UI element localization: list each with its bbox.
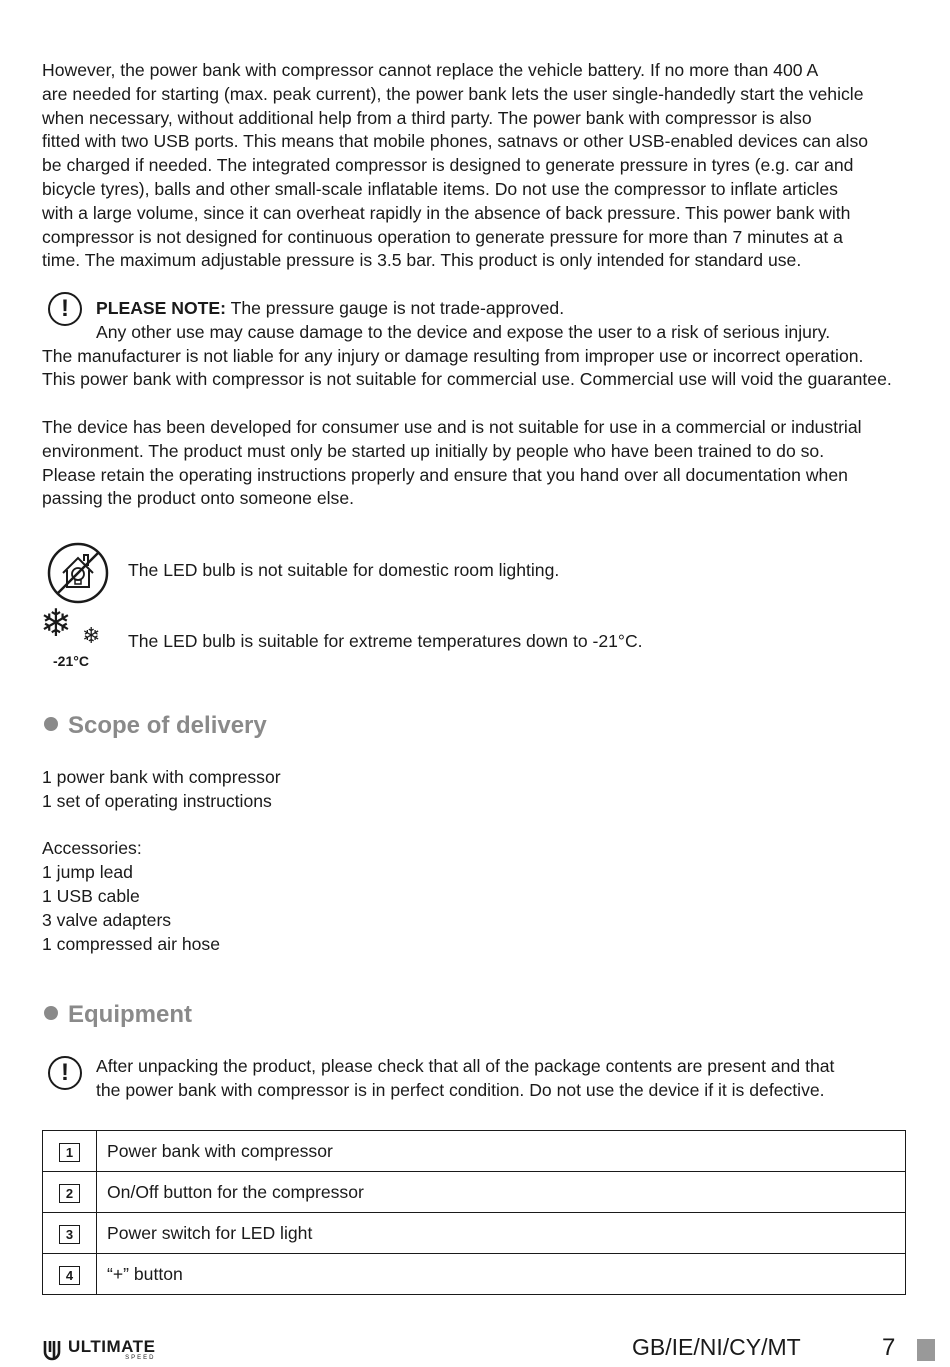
text-line: 1 set of operating instructions (42, 790, 272, 811)
item-description: Power bank with compressor (97, 1131, 906, 1172)
table-row (43, 1254, 906, 1295)
text-line: This power bank with compressor is not suitable for commercial use. Commercial use will void the guarantee. (42, 369, 892, 390)
temperature-label: -21°C (53, 653, 89, 669)
note-label: PLEASE NOTE: (96, 298, 227, 318)
warning-icon: ! (48, 292, 82, 326)
item-description: Power switch for LED light (97, 1213, 906, 1254)
text-line: 1 USB cable (42, 885, 140, 906)
note-text: Any other use may cause damage to the device and expose the user to a risk of serious injury. (96, 321, 831, 342)
bullet-icon (44, 1006, 58, 1020)
text-line: 3 valve adapters (42, 909, 172, 930)
led-extreme-text: The LED bulb is suitable for extreme temperatures down to -21°C. (128, 631, 643, 651)
warning-icon: ! (48, 1056, 82, 1090)
accessories-label: Accessories: (42, 838, 142, 859)
text-line: The manufacturer is not liable for any injury or damage resulting from improper use or incorrect operation. (42, 345, 864, 366)
no-domestic-lighting-icon (46, 541, 110, 605)
table-row (43, 1213, 906, 1254)
led-not-domestic-text: The LED bulb is not suitable for domestic room lighting. (128, 560, 560, 580)
bullet-icon (44, 717, 58, 731)
text-line: the power bank with compressor is in perfect condition. Do not use the device if it is defective. (96, 1079, 825, 1100)
text-line: 1 power bank with compressor (42, 767, 281, 787)
text-line: fitted with two USB ports. This means that mobile phones, satnavs or other USB-enabled devices can also (42, 131, 869, 152)
table-row (43, 1131, 906, 1172)
text-line: are needed for starting (max. peak current), the power bank lets the user single-handedly start the vehicle (42, 83, 864, 104)
text-line: compressor is not designed for continuous operation to generate pressure for more than 7 minutes at a (42, 226, 843, 247)
text-line: passing the product onto someone else. (42, 488, 355, 509)
text-line: 1 jump lead (42, 862, 133, 883)
ultimate-logo-icon (42, 1339, 62, 1361)
note-paragraph (42, 297, 892, 392)
note-text: The pressure gauge is not trade-approved. (226, 298, 565, 318)
scope-list (42, 766, 281, 956)
text-line: when necessary, without additional help from a third party. The power bank with compressor is also (42, 107, 812, 128)
country-codes: GB/IE/NI/CY/MT (632, 1334, 801, 1360)
page-tab-marker (917, 1339, 935, 1361)
consumer-paragraph (42, 416, 862, 511)
item-description: “+” button (97, 1254, 906, 1295)
text-line: After unpacking the product, please check that all of the package contents are present and that (96, 1056, 835, 1076)
equipment-table (42, 1130, 906, 1295)
text-line: However, the power bank with compressor cannot replace the vehicle battery. If no more than 400 A (42, 60, 819, 80)
item-number: 2 (59, 1184, 80, 1203)
text-line: Please retain the operating instructions properly and ensure that you hand over all documentation when (42, 464, 848, 485)
snowflake-small-icon: ❄ (82, 623, 101, 648)
text-line: 1 compressed air hose (42, 933, 220, 954)
equipment-heading: Equipment (44, 1001, 192, 1029)
text-line: environment. The product must only be started up initially by people who have been trained to do so. (42, 440, 825, 461)
table-row (43, 1172, 906, 1213)
item-description: On/Off button for the compressor (97, 1172, 906, 1213)
equipment-note (96, 1055, 834, 1103)
intro-paragraph (42, 59, 868, 273)
item-number: 1 (59, 1143, 80, 1162)
item-number: 3 (59, 1225, 80, 1244)
brand-logo: ULTIMATE SPEED (42, 1338, 155, 1361)
snowflake-icon: ❄ (40, 603, 72, 645)
text-line: be charged if needed. The integrated compressor is designed to generate pressure in tyres (e.g. car and (42, 155, 854, 176)
text-line: time. The maximum adjustable pressure is 3.5 bar. This product is only intended for standard use. (42, 250, 802, 271)
text-line: with a large volume, since it can overheat rapidly in the absence of back pressure. This power bank with (42, 202, 851, 223)
page-number: 7 (882, 1334, 896, 1361)
text-line: bicycle tyres), balls and other small-scale inflatable items. Do not use the compressor to inflate articles (42, 178, 838, 199)
text-line: The device has been developed for consumer use and is not suitable for use in a commercial or industrial (42, 417, 862, 437)
scope-heading: Scope of delivery (44, 712, 267, 740)
item-number: 4 (59, 1266, 80, 1285)
